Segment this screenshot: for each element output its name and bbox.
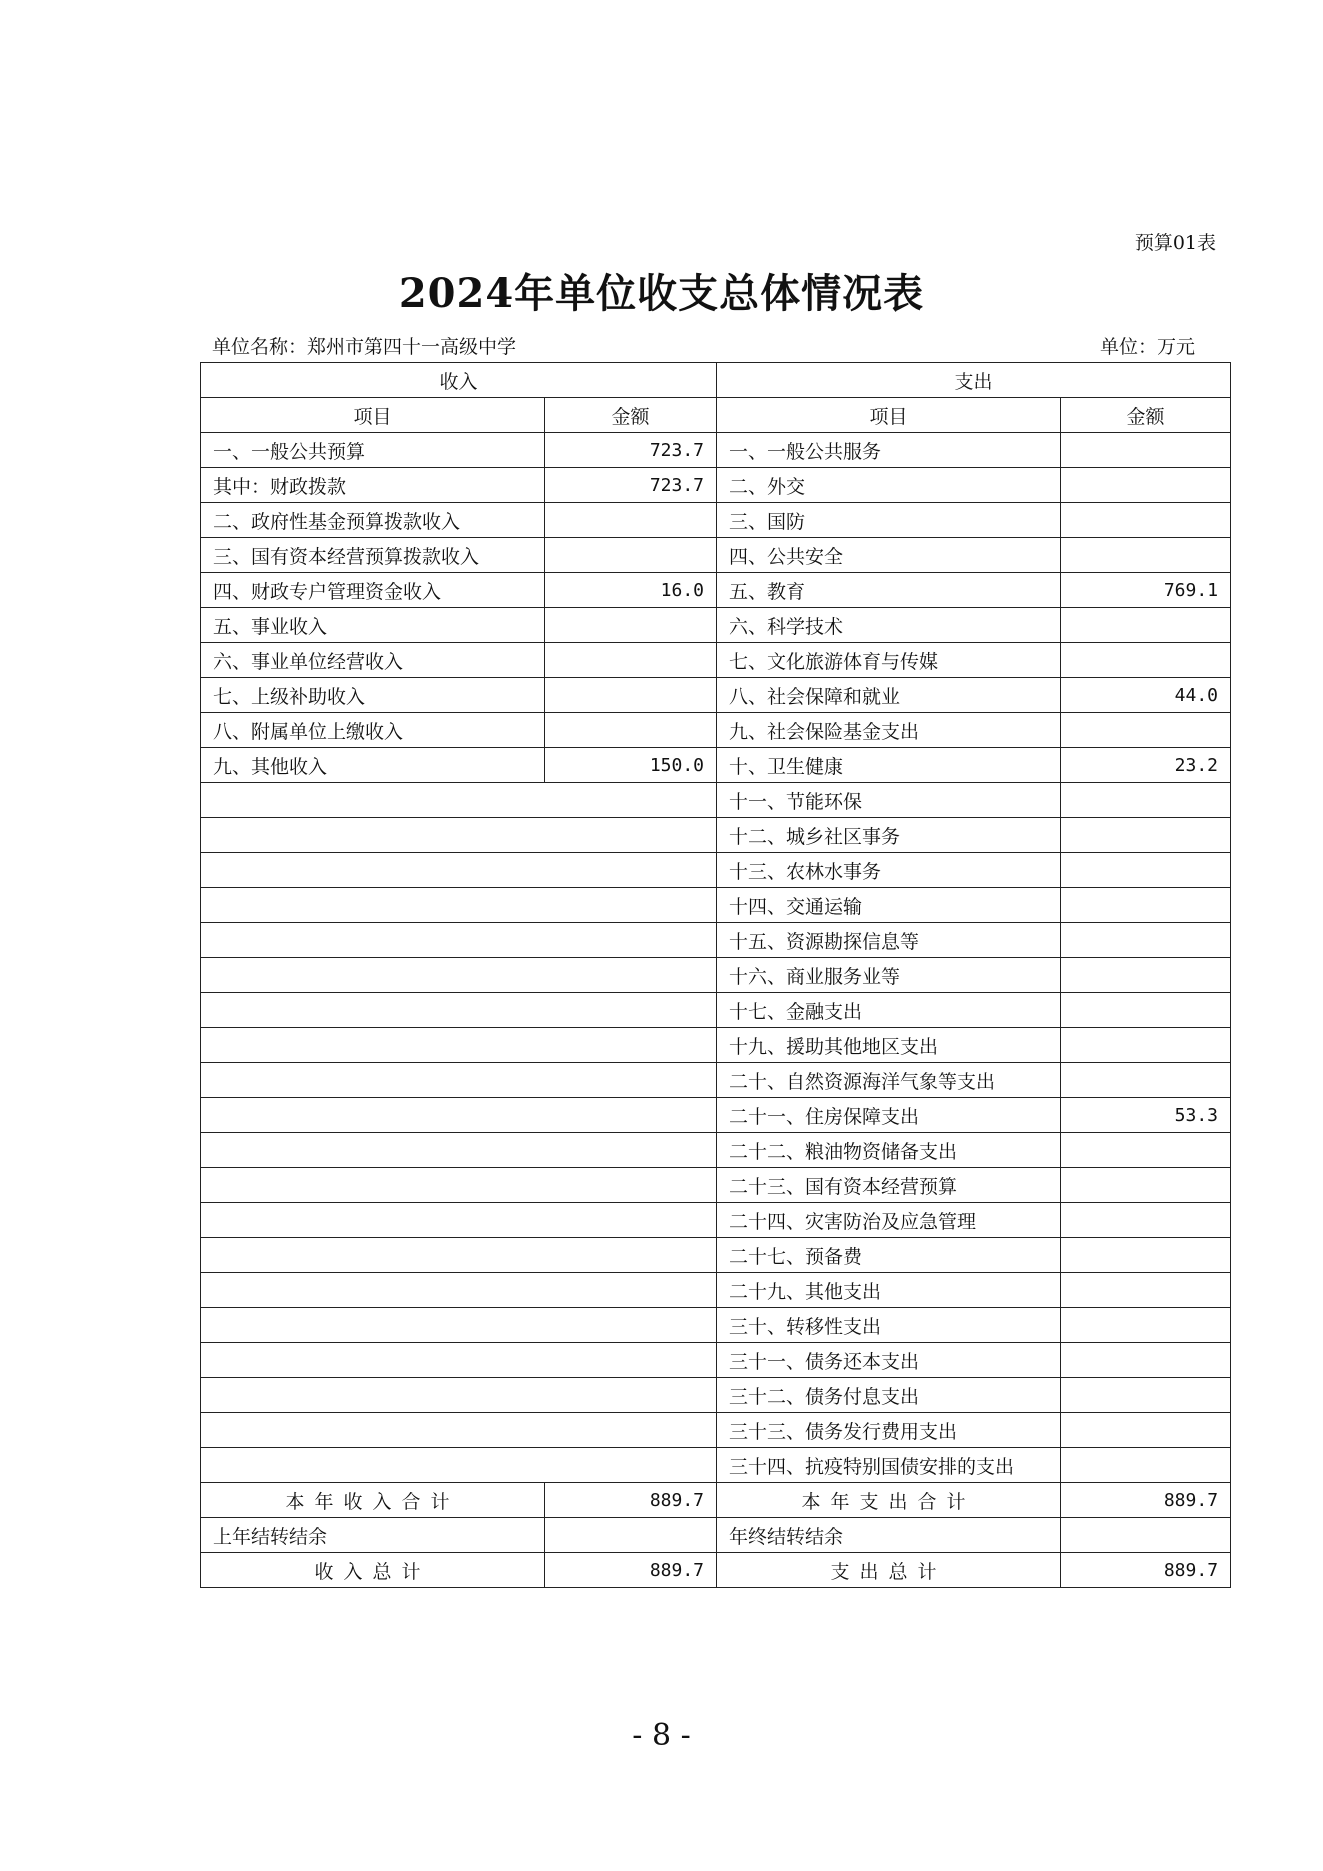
income-total-label: 收入总计 <box>201 1553 545 1588</box>
expense-item-cell: 十一、节能环保 <box>717 783 1061 818</box>
expense-item-cell: 二十、自然资源海洋气象等支出 <box>717 1063 1061 1098</box>
table-row <box>201 1448 1231 1483</box>
expense-item-cell: 十、卫生健康 <box>717 748 1061 783</box>
table-row <box>201 468 1231 503</box>
table-code: 预算01表 <box>1134 232 1216 254</box>
expense-amount-cell <box>1061 853 1231 888</box>
income-empty-cell <box>201 1238 717 1273</box>
expense-amount-cell <box>1061 1028 1231 1063</box>
expense-amount-cell <box>1061 1168 1231 1203</box>
expense-amount-cell <box>1061 1343 1231 1378</box>
table-row <box>201 958 1231 993</box>
expense-item-cell: 十三、农林水事务 <box>717 853 1061 888</box>
expense-amount-cell <box>1061 643 1231 678</box>
income-total-amount <box>545 1518 717 1553</box>
expense-item-cell: 二、外交 <box>717 468 1061 503</box>
income-total-amount: 889.7 <box>545 1483 717 1518</box>
expense-total-amount: 889.7 <box>1061 1553 1231 1588</box>
income-empty-cell <box>201 853 717 888</box>
income-empty-cell <box>201 923 717 958</box>
expense-amount-cell: 44.0 <box>1061 678 1231 713</box>
expense-amount-cell <box>1061 1063 1231 1098</box>
table-row <box>201 1133 1231 1168</box>
expense-item-cell: 四、公共安全 <box>717 538 1061 573</box>
expense-item-cell: 二十二、粮油物资储备支出 <box>717 1133 1061 1168</box>
income-empty-cell <box>201 1168 717 1203</box>
total-row <box>201 1483 1231 1518</box>
expense-amount-cell <box>1061 433 1231 468</box>
income-empty-cell <box>201 993 717 1028</box>
table-row <box>201 1028 1231 1063</box>
expense-item-cell: 十五、资源勘探信息等 <box>717 923 1061 958</box>
header-row-columns <box>201 398 1231 433</box>
income-amount-cell <box>545 713 717 748</box>
income-total-label: 本年收入合计 <box>201 1483 545 1518</box>
income-item-cell: 七、上级补助收入 <box>201 678 545 713</box>
table-row <box>201 853 1231 888</box>
expense-item-cell: 三十二、债务付息支出 <box>717 1378 1061 1413</box>
expense-amount-cell <box>1061 468 1231 503</box>
expense-item-cell: 二十三、国有资本经营预算 <box>717 1168 1061 1203</box>
income-empty-cell <box>201 1098 717 1133</box>
income-empty-cell <box>201 1203 717 1238</box>
expense-total-label: 年终结转结余 <box>717 1518 1061 1553</box>
expense-item-cell: 十六、商业服务业等 <box>717 958 1061 993</box>
table-row <box>201 608 1231 643</box>
table-row <box>201 1203 1231 1238</box>
table-row <box>201 818 1231 853</box>
table-row <box>201 748 1231 783</box>
table-row <box>201 1308 1231 1343</box>
table-row <box>201 923 1231 958</box>
income-amount-cell <box>545 503 717 538</box>
expense-amount-cell <box>1061 608 1231 643</box>
table-row <box>201 888 1231 923</box>
total-row <box>201 1518 1231 1553</box>
expense-amount-cell <box>1061 818 1231 853</box>
expense-item-cell: 八、社会保障和就业 <box>717 678 1061 713</box>
table-row <box>201 1273 1231 1308</box>
income-amount-cell <box>545 678 717 713</box>
expense-item-cell: 十二、城乡社区事务 <box>717 818 1061 853</box>
expense-amount-cell: 769.1 <box>1061 573 1231 608</box>
income-empty-cell <box>201 1308 717 1343</box>
expense-item-cell: 九、社会保险基金支出 <box>717 713 1061 748</box>
expense-amount-cell <box>1061 783 1231 818</box>
table-row <box>201 1343 1231 1378</box>
total-row <box>201 1553 1231 1588</box>
expense-amount-cell <box>1061 1273 1231 1308</box>
expense-item-cell: 三、国防 <box>717 503 1061 538</box>
table-row <box>201 993 1231 1028</box>
expense-item-cell: 二十九、其他支出 <box>717 1273 1061 1308</box>
income-amount-cell <box>545 608 717 643</box>
table-row <box>201 1063 1231 1098</box>
expense-amount-cell <box>1061 503 1231 538</box>
expense-amount-cell <box>1061 1238 1231 1273</box>
expense-item-cell: 二十一、住房保障支出 <box>717 1098 1061 1133</box>
income-item-header: 项目 <box>201 398 545 433</box>
expense-amount-cell <box>1061 1308 1231 1343</box>
expense-total-amount <box>1061 1518 1231 1553</box>
income-item-cell: 一、一般公共预算 <box>201 433 545 468</box>
expense-amount-cell <box>1061 1203 1231 1238</box>
income-amount-header: 金额 <box>545 398 717 433</box>
table-row <box>201 1238 1231 1273</box>
expense-amount-cell <box>1061 1448 1231 1483</box>
table-row <box>201 503 1231 538</box>
income-empty-cell <box>201 1063 717 1098</box>
expense-total-label: 支出总计 <box>717 1553 1061 1588</box>
expense-amount-cell <box>1061 1133 1231 1168</box>
income-item-cell: 三、国有资本经营预算拨款收入 <box>201 538 545 573</box>
expense-amount-cell <box>1061 538 1231 573</box>
unit-name: 单位名称：郑州市第四十一高级中学 <box>212 336 517 358</box>
income-item-cell: 八、附属单位上缴收入 <box>201 713 545 748</box>
income-empty-cell <box>201 1448 717 1483</box>
expense-amount-cell <box>1061 888 1231 923</box>
table-row <box>201 678 1231 713</box>
table-row <box>201 433 1231 468</box>
expense-header: 支出 <box>717 363 1231 398</box>
income-total-label: 上年结转结余 <box>201 1518 545 1553</box>
table-row <box>201 1098 1231 1133</box>
income-item-cell: 四、财政专户管理资金收入 <box>201 573 545 608</box>
income-item-cell: 五、事业收入 <box>201 608 545 643</box>
income-total-amount: 889.7 <box>545 1553 717 1588</box>
expense-item-cell: 二十四、灾害防治及应急管理 <box>717 1203 1061 1238</box>
expense-amount-cell <box>1061 993 1231 1028</box>
expense-item-cell: 三十三、债务发行费用支出 <box>717 1413 1061 1448</box>
income-amount-cell: 723.7 <box>545 468 717 503</box>
page-number: - 8 - <box>632 1718 691 1753</box>
income-amount-cell: 16.0 <box>545 573 717 608</box>
expense-total-label: 本年支出合计 <box>717 1483 1061 1518</box>
income-empty-cell <box>201 1133 717 1168</box>
table-row <box>201 713 1231 748</box>
expense-item-cell: 七、文化旅游体育与传媒 <box>717 643 1061 678</box>
income-empty-cell <box>201 783 717 818</box>
table-row <box>201 1378 1231 1413</box>
income-amount-cell: 723.7 <box>545 433 717 468</box>
income-empty-cell <box>201 1343 717 1378</box>
income-amount-cell <box>545 643 717 678</box>
table-row <box>201 538 1231 573</box>
budget-table <box>200 362 1231 1588</box>
expense-amount-cell <box>1061 713 1231 748</box>
expense-total-amount: 889.7 <box>1061 1483 1231 1518</box>
expense-amount-cell <box>1061 1413 1231 1448</box>
income-amount-cell <box>545 538 717 573</box>
expense-amount-cell: 53.3 <box>1061 1098 1231 1133</box>
expense-amount-cell <box>1061 923 1231 958</box>
income-empty-cell <box>201 1273 717 1308</box>
expense-item-cell: 三十四、抗疫特别国债安排的支出 <box>717 1448 1061 1483</box>
income-empty-cell <box>201 818 717 853</box>
income-empty-cell <box>201 1028 717 1063</box>
expense-item-cell: 五、教育 <box>717 573 1061 608</box>
expense-item-cell: 三十、转移性支出 <box>717 1308 1061 1343</box>
income-item-cell: 二、政府性基金预算拨款收入 <box>201 503 545 538</box>
table-row <box>201 1168 1231 1203</box>
income-empty-cell <box>201 888 717 923</box>
expense-item-cell: 一、一般公共服务 <box>717 433 1061 468</box>
expense-item-cell: 十九、援助其他地区支出 <box>717 1028 1061 1063</box>
document-title: 2024年单位收支总体情况表 <box>398 270 925 317</box>
income-item-cell: 六、事业单位经营收入 <box>201 643 545 678</box>
income-empty-cell <box>201 1413 717 1448</box>
expense-amount-header: 金额 <box>1061 398 1231 433</box>
income-empty-cell <box>201 1378 717 1413</box>
table-row <box>201 783 1231 818</box>
expense-item-cell: 三十一、债务还本支出 <box>717 1343 1061 1378</box>
income-item-cell: 九、其他收入 <box>201 748 545 783</box>
income-amount-cell: 150.0 <box>545 748 717 783</box>
expense-item-cell: 二十七、预备费 <box>717 1238 1061 1273</box>
expense-amount-cell: 23.2 <box>1061 748 1231 783</box>
table-row <box>201 573 1231 608</box>
unit-label: 单位：万元 <box>1099 336 1195 358</box>
expense-item-cell: 十四、交通运输 <box>717 888 1061 923</box>
expense-item-cell: 十七、金融支出 <box>717 993 1061 1028</box>
expense-item-cell: 六、科学技术 <box>717 608 1061 643</box>
expense-amount-cell <box>1061 1378 1231 1413</box>
expense-item-header: 项目 <box>717 398 1061 433</box>
income-empty-cell <box>201 958 717 993</box>
income-item-cell: 其中：财政拨款 <box>201 468 545 503</box>
income-header: 收入 <box>201 363 717 398</box>
table-row <box>201 643 1231 678</box>
expense-amount-cell <box>1061 958 1231 993</box>
header-row-sections <box>201 363 1231 398</box>
table-row <box>201 1413 1231 1448</box>
